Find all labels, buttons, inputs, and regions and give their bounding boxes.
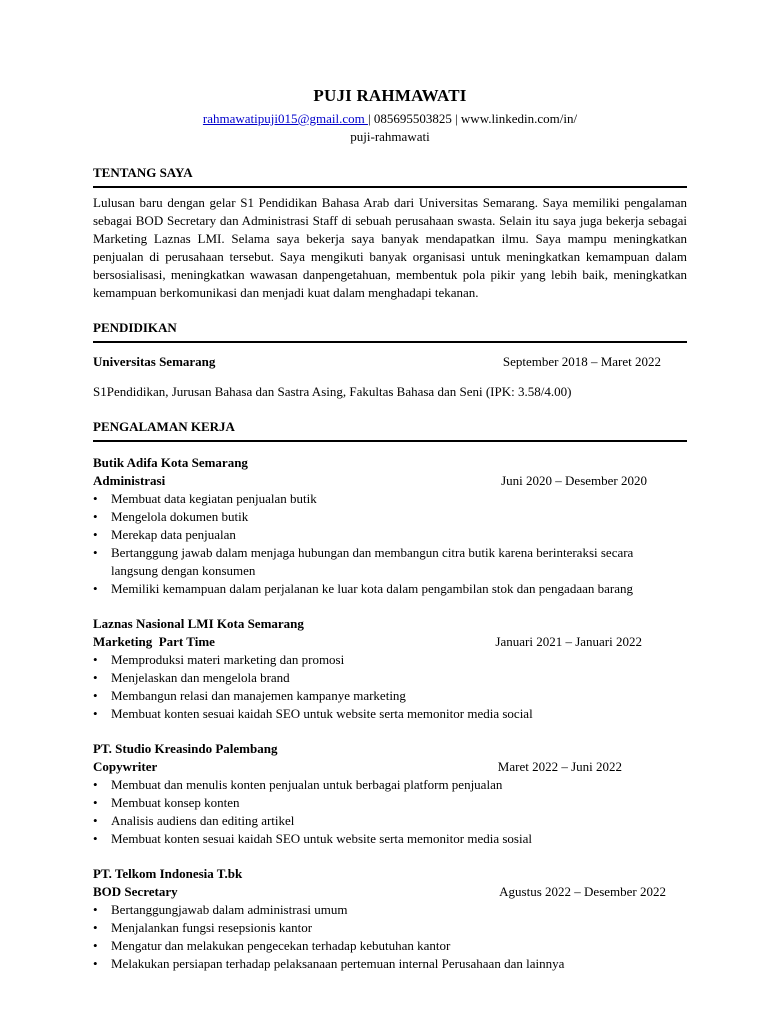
resume-page <box>93 86 687 973</box>
list-item: • Membuat konsep konten <box>93 794 687 812</box>
job-date: Maret 2022 – Juni 2022 <box>497 759 622 774</box>
job-role: Administrasi <box>93 473 166 488</box>
education-date: September 2018 – Maret 2022 <box>502 354 661 369</box>
job-role: Copywriter <box>93 759 158 774</box>
about-title: TENTANG SAYA <box>93 165 193 180</box>
email-link[interactable]: rahmawatipuji015@gmail.com <box>202 111 368 126</box>
job-duties <box>93 490 687 598</box>
list-item: • Membangun relasi dan manajemen kampanye marketing <box>93 687 687 705</box>
list-item: • Merekap data penjualan <box>93 526 687 544</box>
list-item: • Memiliki kemampuan dalam perjalanan ke luar kota dalam pengambilan stok dan pengadaan barang <box>93 580 687 598</box>
job-company: Butik Adifa Kota Semarang <box>93 455 248 470</box>
job-entry <box>93 865 687 973</box>
list-item: • Menjelaskan dan mengelola brand <box>93 669 687 687</box>
job-role-row <box>93 758 687 776</box>
education-detail: S1Pendidikan, Jurusan Bahasa dan Sastra Asing, Fakultas Bahasa dan Seni (IPK: 3.58/4.00) <box>93 384 572 399</box>
job-duties <box>93 776 687 848</box>
list-item: • Melakukan persiapan terhadap pelaksanaan pertemuan internal Perusahaan dan lainnya <box>93 955 687 973</box>
education-row <box>93 353 687 371</box>
job-role: Marketing Part Time <box>93 634 215 649</box>
job-role-row <box>93 472 687 490</box>
job-entry <box>93 454 687 598</box>
experience-section <box>93 418 687 973</box>
job-company: PT. Telkom Indonesia T.bk <box>93 866 243 881</box>
list-item: • Mengatur dan melakukan pengecekan terhadap kebutuhan kantor <box>93 937 687 955</box>
job-role-row <box>93 883 687 901</box>
section-divider <box>93 440 687 442</box>
contact-line <box>93 110 687 128</box>
list-item: • Mengelola dokumen butik <box>93 508 687 526</box>
candidate-name: PUJI RAHMAWATI <box>313 86 467 105</box>
job-entry <box>93 615 687 723</box>
job-role-row <box>93 633 687 651</box>
list-item: • Membuat dan menulis konten penjualan untuk berbagai platform penjualan <box>93 776 687 794</box>
list-item: • Membuat data kegiatan penjualan butik <box>93 490 687 508</box>
about-text: Lulusan baru dengan gelar S1 Pendidikan Bahasa Arab dari Universitas Semarang. Saya memiliki pengalaman sebagai BOD Secretary dan Administrasi Staff di sebuah perusahaan swasta. Selain itu saya juga bekerja sebagai Marketing Laznas LMI. Selama saya bekerja saya banyak mendapatkan ilmu. Saya mampu meningkatkan penjualan di perusahaan tersebut. Saya mengikuti banyak organisasi untuk meningkatkan kemampuan dalam bersosialisasi, meningkatkan wawasan danpengetahuan, membentuk pola pikir yang lebih baik, meningkatkan kemampuan berkomunikasi dan menjadi kuat dalam menghadapi tekanan. <box>93 195 687 300</box>
job-entry <box>93 740 687 848</box>
job-date: Juni 2020 – Desember 2020 <box>501 473 647 488</box>
job-date: Agustus 2022 – Desember 2022 <box>499 884 666 899</box>
list-item: • Analisis audiens dan editing artikel <box>93 812 687 830</box>
list-item: • Bertanggung jawab dalam menjaga hubungan dan membangun citra butik karena berinteraksi secara langsung dengan konsumen <box>93 544 687 580</box>
about-section <box>93 164 687 302</box>
list-item: • Menjalankan fungsi resepsionis kantor <box>93 919 687 937</box>
education-title: PENDIDIKAN <box>93 320 177 335</box>
list-item: • Memproduksi materi marketing dan promosi <box>93 651 687 669</box>
experience-title: PENGALAMAN KERJA <box>93 419 235 434</box>
section-divider <box>93 186 687 188</box>
list-item: • Bertanggungjawab dalam administrasi umum <box>93 901 687 919</box>
job-company: PT. Studio Kreasindo Palembang <box>93 741 278 756</box>
linkedin-continued: puji-rahmawati <box>350 129 430 144</box>
job-company: Laznas Nasional LMI Kota Semarang <box>93 616 304 631</box>
job-role: BOD Secretary <box>93 884 178 899</box>
list-item: • Membuat konten sesuai kaidah SEO untuk website serta memonitor media social <box>93 705 687 723</box>
list-item: • Membuat konten sesuai kaidah SEO untuk website serta memonitor media sosial <box>93 830 687 848</box>
section-divider <box>93 341 687 343</box>
job-date: Januari 2021 – Januari 2022 <box>495 634 642 649</box>
job-duties <box>93 901 687 973</box>
school-name: Universitas Semarang <box>93 354 216 369</box>
job-duties <box>93 651 687 723</box>
contact-phone-linkedin: | 085695503825 | www.linkedin.com/in/ <box>367 111 578 126</box>
education-section <box>93 319 687 401</box>
